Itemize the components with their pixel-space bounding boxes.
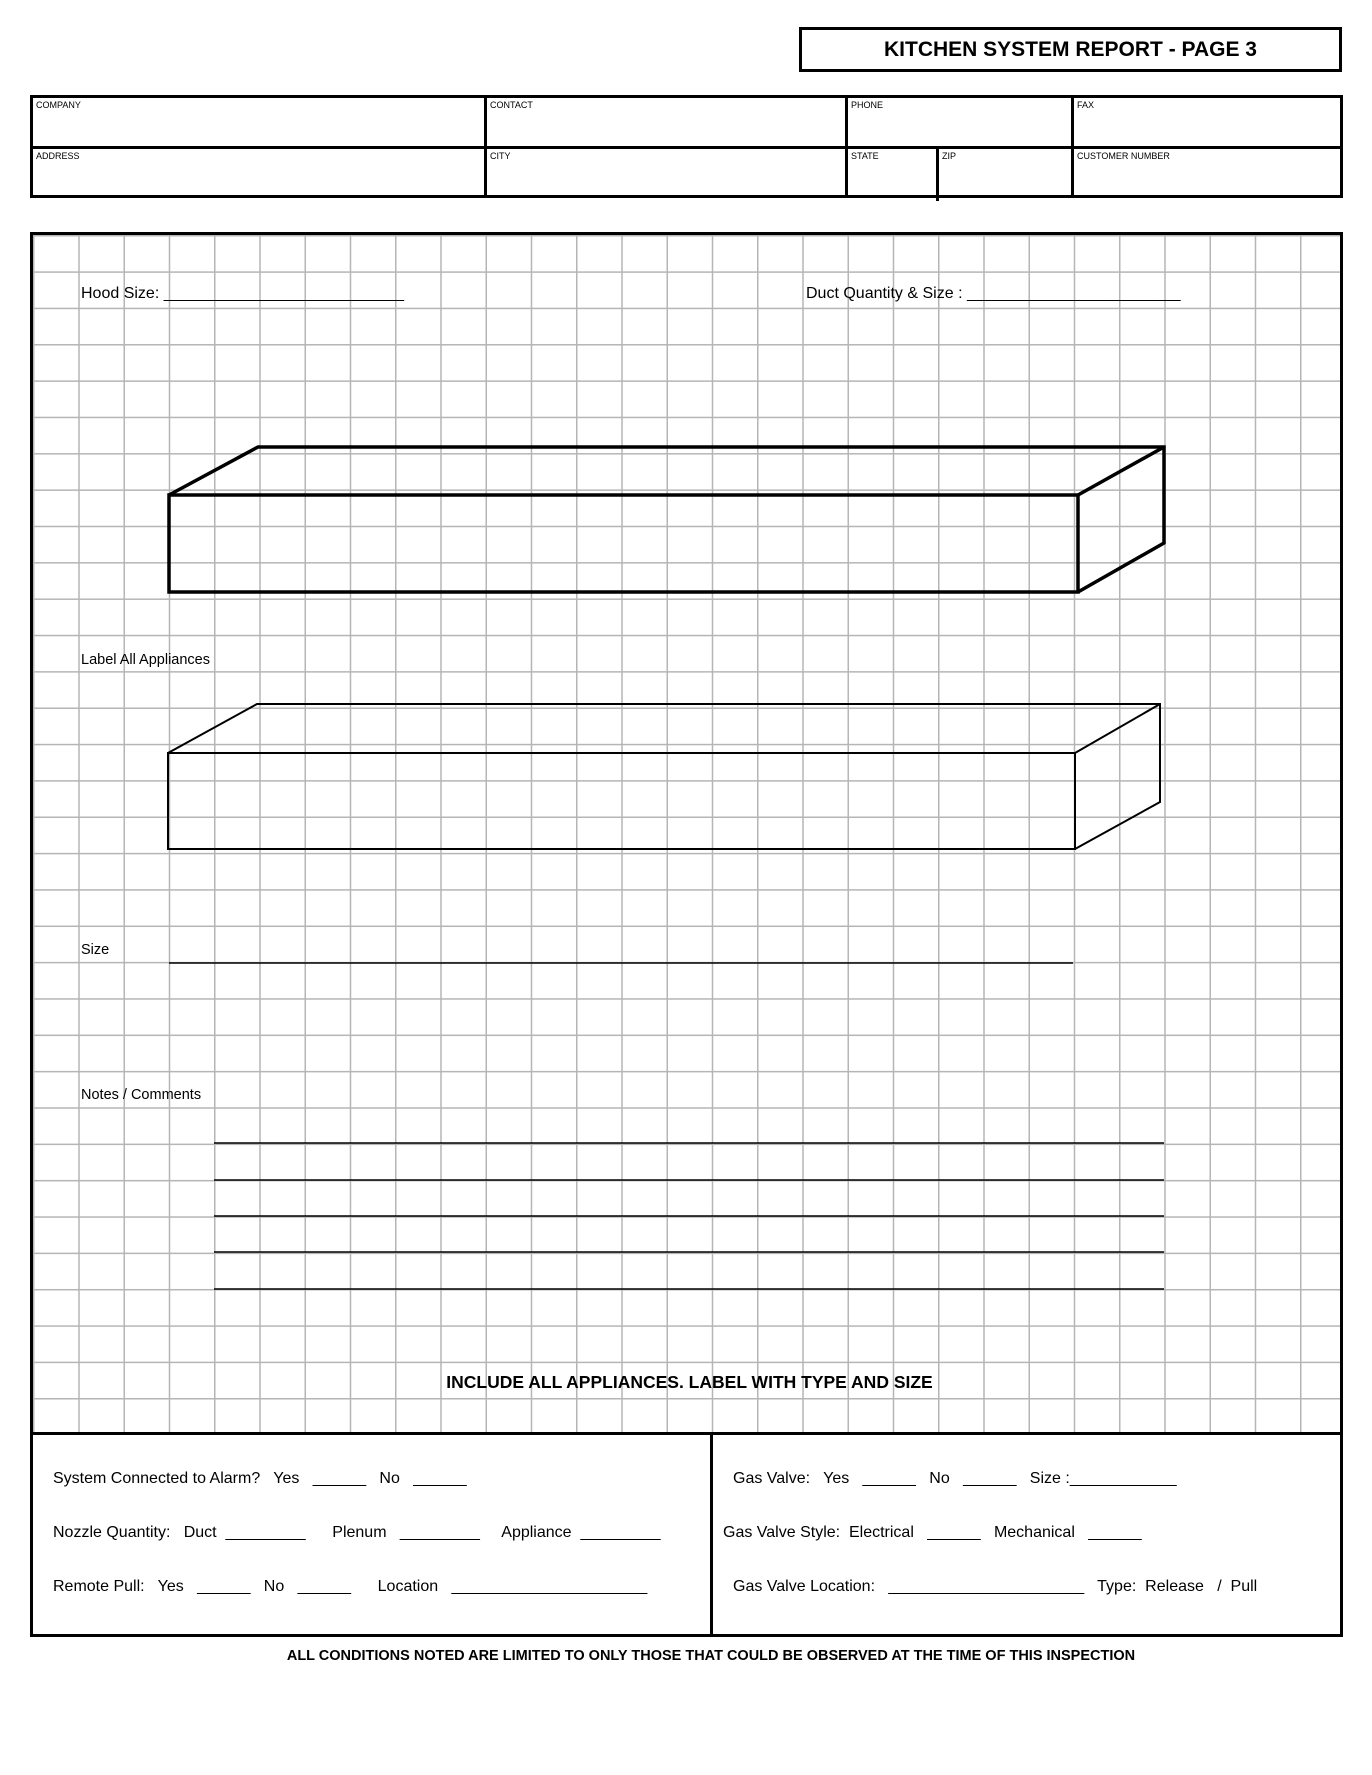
customer-number-field[interactable]	[1074, 149, 1340, 198]
sketch-grid[interactable]	[30, 232, 1343, 1436]
company-label: COMPANY	[36, 100, 81, 110]
company-field[interactable]	[33, 98, 484, 146]
contact-label: CONTACT	[490, 100, 533, 110]
alarm-connected-field[interactable]: System Connected to Alarm? Yes ______ No ______	[53, 1470, 467, 1487]
gas-valve-field[interactable]: Gas Valve: Yes ______ No ______ Size :____________	[733, 1470, 1177, 1487]
page-title: KITCHEN SYSTEM REPORT - PAGE 3	[799, 27, 1342, 72]
customer-number-label: CUSTOMER NUMBER	[1077, 151, 1170, 161]
zip-label: ZIP	[942, 151, 957, 161]
state-label: STATE	[851, 151, 879, 161]
address-field[interactable]	[33, 149, 484, 198]
notes-label: Notes / Comments	[81, 1087, 202, 1103]
phone-field[interactable]	[848, 98, 1071, 146]
notes-lines	[214, 1143, 1164, 1289]
fax-label: FAX	[1077, 100, 1095, 110]
remote-pull-field[interactable]: Remote Pull: Yes ______ No ______ Location ______________________	[53, 1578, 648, 1595]
nozzle-quantity-field[interactable]: Nozzle Quantity: Duct _________ Plenum _________ Appliance _________	[53, 1524, 661, 1541]
city-field[interactable]	[487, 149, 845, 198]
contact-field[interactable]	[487, 98, 845, 146]
city-label: CITY	[490, 151, 511, 161]
include-appliances-note: INCLUDE ALL APPLIANCES. LABEL WITH TYPE AND SIZE	[446, 1372, 933, 1392]
fax-field[interactable]	[1074, 98, 1340, 146]
size-label: Size	[81, 942, 110, 958]
system-details-box	[30, 1432, 1343, 1637]
gas-valve-location-field[interactable]: Gas Valve Location: ______________________ Type: Release / Pull	[733, 1578, 1258, 1595]
hood-size-field[interactable]: Hood Size: ___________________________	[81, 285, 404, 302]
phone-label: PHONE	[851, 100, 884, 110]
inspection-disclaimer: ALL CONDITIONS NOTED ARE LIMITED TO ONLY THOSE THAT COULD BE OBSERVED AT THE TIME OF THIS INSPECTION	[286, 1648, 1136, 1664]
duct-quantity-field[interactable]: Duct Quantity & Size : ________________________	[806, 285, 1181, 302]
zip-field[interactable]	[939, 149, 1071, 198]
gas-valve-style-field[interactable]: Gas Valve Style: Electrical ______ Mechanical ______	[723, 1524, 1142, 1541]
appliance-outline	[168, 704, 1160, 849]
column-divider	[710, 1435, 713, 1634]
hood-outline	[169, 447, 1164, 592]
address-label: ADDRESS	[36, 151, 80, 161]
label-appliances-text: Label All Appliances	[81, 652, 210, 668]
hood-sketch	[33, 235, 1346, 1439]
customer-info-table	[30, 95, 1343, 198]
state-field[interactable]	[848, 149, 936, 198]
